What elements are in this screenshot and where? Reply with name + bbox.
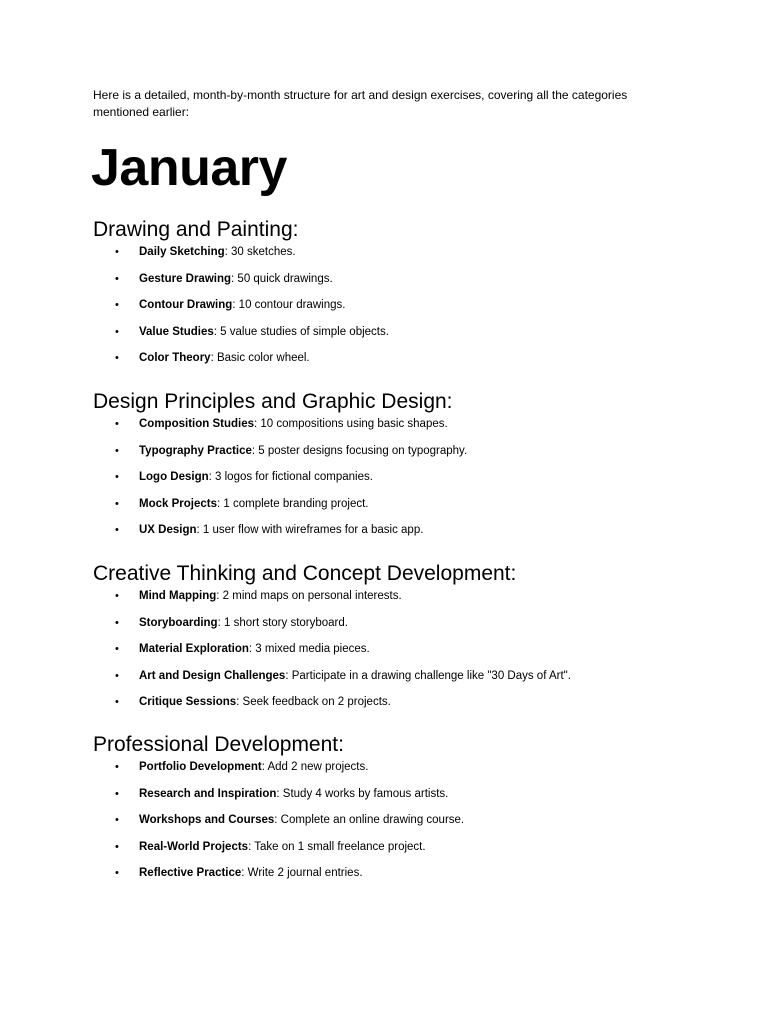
bullet-icon: • [115, 643, 119, 656]
item-description: : 1 complete branding project. [216, 497, 369, 510]
item-description: : 10 contour drawings. [232, 299, 346, 312]
list-item [93, 244, 713, 271]
item-term: Material Exploration [139, 643, 249, 656]
item-list [93, 416, 713, 549]
bullet-icon: • [115, 616, 119, 629]
item-term: Gesture Drawing [139, 272, 232, 285]
bullet-icon: • [115, 867, 119, 880]
bullet-icon: • [115, 444, 119, 457]
section-drawing-painting [93, 216, 713, 377]
item-description: : 1 short story storyboard. [217, 616, 348, 629]
item-description: : Study 4 works by famous artists. [276, 787, 449, 800]
list-item [93, 786, 713, 813]
bullet-icon: • [115, 787, 119, 800]
item-description: : Add 2 new projects. [261, 761, 369, 773]
item-description: : 3 mixed media pieces. [248, 643, 370, 656]
list-item [93, 416, 713, 443]
item-term: Daily Sketching [139, 246, 225, 258]
item-term: UX Design [139, 524, 197, 537]
bullet-icon: • [115, 418, 119, 430]
bullet-icon: • [115, 299, 119, 312]
bullet-icon: • [115, 246, 119, 258]
item-description: : 5 poster designs focusing on typography. [251, 444, 468, 457]
section-professional-development [93, 731, 713, 892]
item-description: : 5 value studies of simple objects. [213, 325, 389, 338]
bullet-icon: • [115, 840, 119, 853]
list-item [93, 839, 713, 866]
item-term: Research and Inspiration [139, 787, 277, 800]
item-term: Mock Projects [139, 497, 217, 510]
item-term: Real-World Projects [139, 840, 249, 853]
section-design-principles [93, 388, 713, 549]
bullet-icon: • [115, 669, 119, 682]
item-term: Typography Practice [139, 444, 252, 457]
list-item [93, 615, 713, 642]
item-description: : 10 compositions using basic shapes. [254, 418, 448, 430]
section-creative-thinking [93, 560, 713, 721]
item-term: Portfolio Development [139, 761, 262, 773]
bullet-icon: • [115, 497, 119, 510]
item-term: Value Studies [139, 325, 214, 338]
list-item [93, 496, 713, 523]
item-term: Workshops and Courses [139, 814, 275, 827]
list-item [93, 588, 713, 615]
bullet-icon: • [115, 590, 119, 602]
item-description: : Write 2 journal entries. [241, 867, 363, 880]
list-item [93, 522, 713, 549]
item-description: : 1 user flow with wireframes for a basic app. [196, 524, 424, 537]
section-heading: Professional Development: [93, 733, 344, 756]
item-description: : 2 mind maps on personal interests. [216, 590, 402, 602]
list-item [93, 641, 713, 668]
item-term: Reflective Practice [139, 867, 242, 880]
bullet-icon: • [115, 471, 119, 484]
bullet-icon: • [115, 325, 119, 338]
item-description: : 50 quick drawings. [231, 272, 333, 285]
month-heading: January [91, 139, 287, 197]
item-term: Composition Studies [139, 418, 254, 430]
item-description: : 3 logos for fictional companies. [208, 471, 373, 484]
list-item [93, 668, 713, 695]
item-list [93, 759, 713, 892]
item-list [93, 588, 713, 721]
item-term: Art and Design Challenges [139, 669, 286, 682]
list-item [93, 271, 713, 298]
list-item [93, 297, 713, 324]
section-heading: Design Principles and Graphic Design: [93, 390, 453, 413]
bullet-icon: • [115, 524, 119, 537]
bullet-icon: • [115, 272, 119, 285]
list-item [93, 350, 713, 377]
item-description: : Seek feedback on 2 projects. [236, 696, 391, 709]
list-item [93, 694, 713, 721]
list-item [93, 324, 713, 351]
list-item [93, 865, 713, 892]
item-description: : Complete an online drawing course. [274, 814, 465, 827]
bullet-icon: • [115, 696, 119, 709]
section-heading: Creative Thinking and Concept Development: [93, 562, 517, 585]
item-term: Contour Drawing [139, 299, 233, 312]
list-item [93, 443, 713, 470]
item-description: : 30 sketches. [224, 246, 296, 258]
intro-paragraph: Here is a detailed, month-by-month structure for art and design exercises, covering all the categories mentioned earlier: [93, 88, 628, 119]
bullet-icon: • [115, 352, 119, 365]
bullet-icon: • [115, 814, 119, 827]
item-description: : Basic color wheel. [210, 352, 310, 365]
item-term: Storyboarding [139, 616, 218, 629]
item-term: Color Theory [139, 352, 211, 365]
item-description: : Take on 1 small freelance project. [248, 840, 426, 853]
list-item [93, 759, 713, 786]
item-description: : Participate in a drawing challenge like "30 Days of Art". [285, 669, 571, 682]
item-term: Critique Sessions [139, 696, 237, 709]
list-item [93, 469, 713, 496]
item-term: Logo Design [139, 471, 209, 484]
section-heading: Drawing and Painting: [93, 218, 299, 241]
list-item [93, 812, 713, 839]
item-term: Mind Mapping [139, 590, 217, 602]
bullet-icon: • [115, 761, 119, 773]
item-list [93, 244, 713, 377]
